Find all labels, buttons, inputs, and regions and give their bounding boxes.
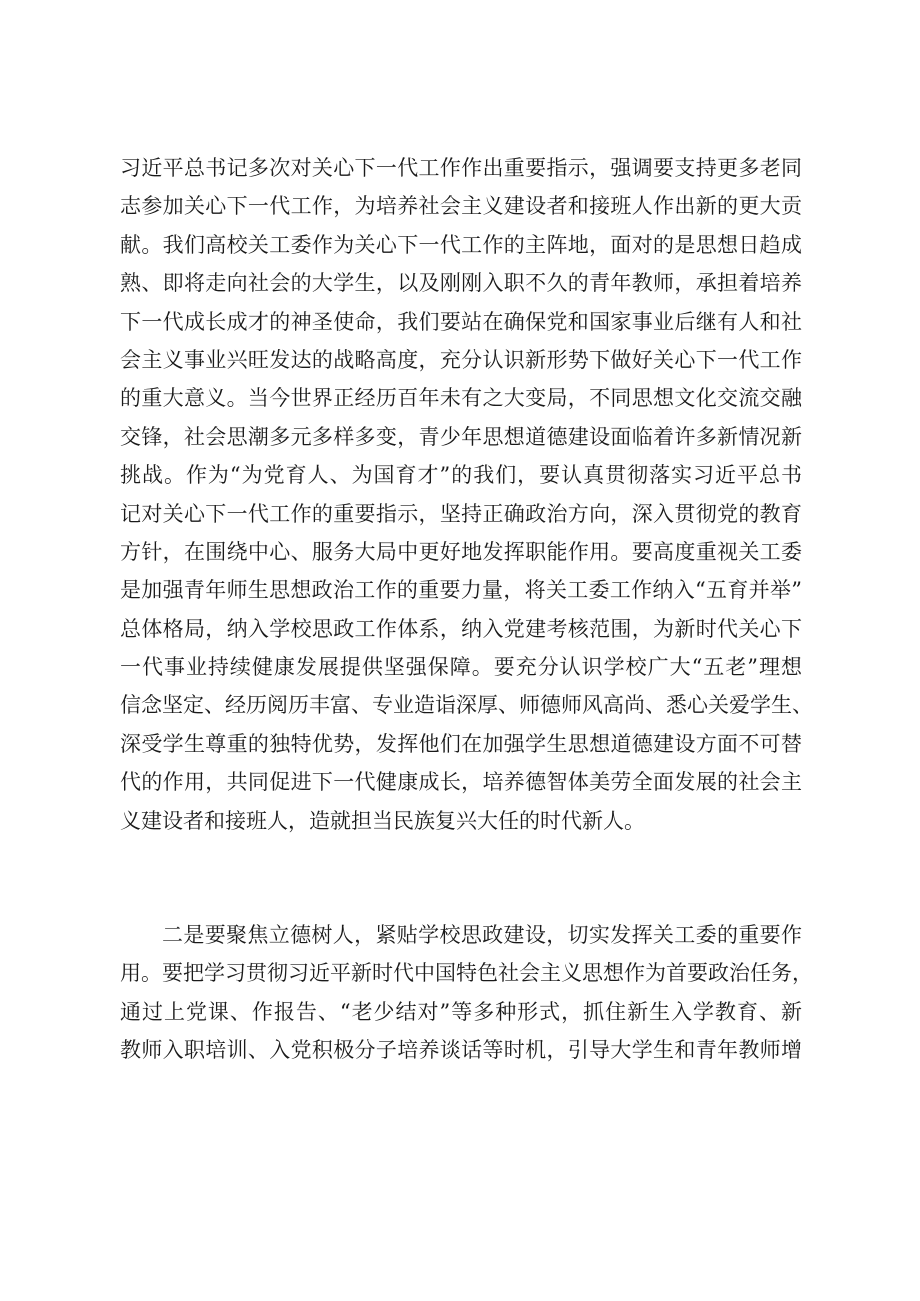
paragraph-1-line: 一代事业持续健康发展提供坚强保障。要充分认识学校广大“五老”理想 <box>120 655 802 680</box>
paragraph-1-line: 志参加关心下一代工作，为培养社会主义建设者和接班人作出新的更大贡 <box>120 194 802 219</box>
paragraph-1-line: 记对关心下一代工作的重要指示，坚持正确政治方向，深入贯彻党的教育 <box>120 501 802 526</box>
paragraph-1-line: 代的作用，共同促进下一代健康成长，培养德智体美劳全面发展的社会主 <box>120 770 802 795</box>
paragraph-1-line: 献。我们高校关工委作为关心下一代工作的主阵地，面对的是思想日趋成 <box>120 232 802 257</box>
paragraph-1 <box>120 149 813 840</box>
paragraph-2 <box>120 916 813 1070</box>
paragraph-1-line: 下一代成长成才的神圣使命，我们要站在确保党和国家事业后继有人和社 <box>120 309 802 334</box>
paragraph-2-line: 教师入职培训、入党积极分子培养谈话等时机，引导大学生和青年教师增 <box>120 1038 802 1063</box>
paragraph-1-line: 习近平总书记多次对关心下一代工作作出重要指示，强调要支持更多老同 <box>120 156 802 180</box>
paragraph-1-line: 方针，在围绕中心、服务大局中更好地发挥职能作用。要高度重视关工委 <box>120 539 802 564</box>
paragraph-1-line: 信念坚定、经历阅历丰富、专业造诣深厚、师德师风高尚、悉心关爱学生、 <box>120 693 813 718</box>
paragraph-1-line: 义建设者和接班人，造就担当民族复兴大任的时代新人。 <box>120 808 645 833</box>
paragraph-1-line: 会主义事业兴旺发达的战略高度，充分认识新形势下做好关心下一代工作 <box>120 347 802 372</box>
paragraph-1-line: 交锋，社会思潮多元多样多变，青少年思想道德建设面临着许多新情况新 <box>120 424 802 449</box>
paragraph-2-line: 通过上党课、作报告、“老少结对”等多种形式，抓住新生入学教育、新 <box>120 999 802 1024</box>
paragraph-2-line: 二是要聚焦立德树人，紧贴学校思政建设，切实发挥关工委的重要作 <box>162 923 802 947</box>
paragraph-2-line: 用。要把学习贯彻习近平新时代中国特色社会主义思想作为首要政治任务， <box>120 961 813 986</box>
paragraph-1-line: 熟、即将走向社会的大学生，以及刚刚入职不久的青年教师，承担着培养 <box>120 271 802 296</box>
paragraph-1-line: 挑战。作为“为党育人、为国育才”的我们，要认真贯彻落实习近平总书 <box>120 463 802 488</box>
paragraph-1-line: 深受学生尊重的独特优势，发挥他们在加强学生思想道德建设方面不可替 <box>120 731 802 756</box>
paragraph-1-line: 的重大意义。当今世界正经历百年未有之大变局，不同思想文化交流交融 <box>120 386 802 411</box>
paragraph-1-line: 是加强青年师生思想政治工作的重要力量，将关工委工作纳入“五育并举” <box>120 578 802 603</box>
paragraph-1-line: 总体格局，纳入学校思政工作体系，纳入党建考核范围，为新时代关心下 <box>120 616 802 641</box>
